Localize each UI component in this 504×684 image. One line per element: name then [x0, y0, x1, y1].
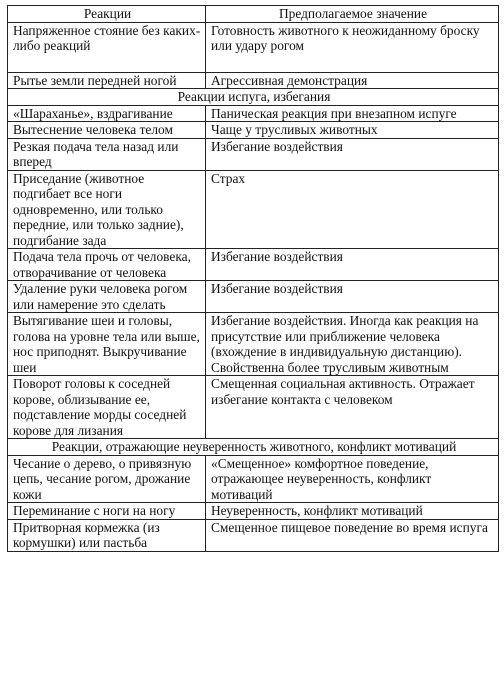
reaction-cell: Приседание (животное подгибает все ноги одновременно, или только передние, или только задние), подгибание зада	[8, 170, 206, 249]
table-row	[8, 170, 499, 249]
reaction-cell: Напряженное стояние без каких-либо реакций	[8, 22, 206, 72]
section-title: Реакции, отражающие неуверенность животного, конфликт мотиваций	[8, 439, 499, 456]
reaction-cell: Поворот головы к соседней корове, облизывание ее, подставление морды соседней корове для лизания	[8, 376, 206, 439]
section-row	[8, 89, 499, 106]
table-row	[8, 313, 499, 376]
reaction-cell: Притворная кормежка (из кормушки) или пастьба	[8, 519, 206, 551]
meaning-cell: Избегание воздействия	[206, 249, 499, 281]
meaning-cell: Готовность животного к неожиданному броску или удару рогом	[206, 22, 499, 72]
reaction-cell: Удаление руки человека рогом или намерение это сделать	[8, 281, 206, 313]
meaning-cell: Страх	[206, 170, 499, 249]
reaction-cell: Вытеснение человека телом	[8, 122, 206, 139]
table-row	[8, 122, 499, 139]
meaning-cell: Смещенная социальная активность. Отражает избегание контакта с человеком	[206, 376, 499, 439]
table-row	[8, 281, 499, 313]
behavior-reactions-table	[7, 5, 499, 552]
table-header-row	[8, 6, 499, 23]
meaning-cell: Избегание воздействия. Иногда как реакция на присутствие или приближение человека (вхождение в индивидуальную дистанцию). Свойственна более трусливым животным	[206, 313, 499, 376]
section-title: Реакции испуга, избегания	[8, 89, 499, 106]
reaction-cell: Рытье земли передней ногой	[8, 72, 206, 89]
table-row	[8, 376, 499, 439]
table-row	[8, 503, 499, 520]
table-row	[8, 72, 499, 89]
meaning-cell: Неуверенность, конфликт мотиваций	[206, 503, 499, 520]
meaning-cell: Избегание воздействия	[206, 138, 499, 170]
table-row	[8, 455, 499, 503]
table-row	[8, 249, 499, 281]
reaction-cell: Чесание о дерево, о привязную цепь, чесание рогом, дрожание кожи	[8, 455, 206, 503]
reaction-cell: Переминание с ноги на ногу	[8, 503, 206, 520]
table-row	[8, 22, 499, 72]
meaning-cell: Смещенное пищевое поведение во время испуга	[206, 519, 499, 551]
header-meaning: Предполагаемое значение	[206, 6, 499, 23]
meaning-cell: Избегание воздействия	[206, 281, 499, 313]
meaning-cell: Паническая реакция при внезапном испуге	[206, 105, 499, 122]
meaning-cell: «Смещенное» комфортное поведение, отражающее неуверенность, конфликт мотиваций	[206, 455, 499, 503]
table-row	[8, 138, 499, 170]
reaction-cell: Резкая подача тела назад или вперед	[8, 138, 206, 170]
reaction-cell: «Шараханье», вздрагивание	[8, 105, 206, 122]
meaning-cell: Агрессивная демонстрация	[206, 72, 499, 89]
reaction-cell: Подача тела прочь от человека, отворачивание от человека	[8, 249, 206, 281]
reaction-cell: Вытягивание шеи и головы, голова на уровне тела или выше, нос приподнят. Выкручивание шеи	[8, 313, 206, 376]
table-row	[8, 105, 499, 122]
meaning-cell: Чаще у трусливых животных	[206, 122, 499, 139]
table-row	[8, 519, 499, 551]
section-row	[8, 439, 499, 456]
header-reactions: Реакции	[8, 6, 206, 23]
